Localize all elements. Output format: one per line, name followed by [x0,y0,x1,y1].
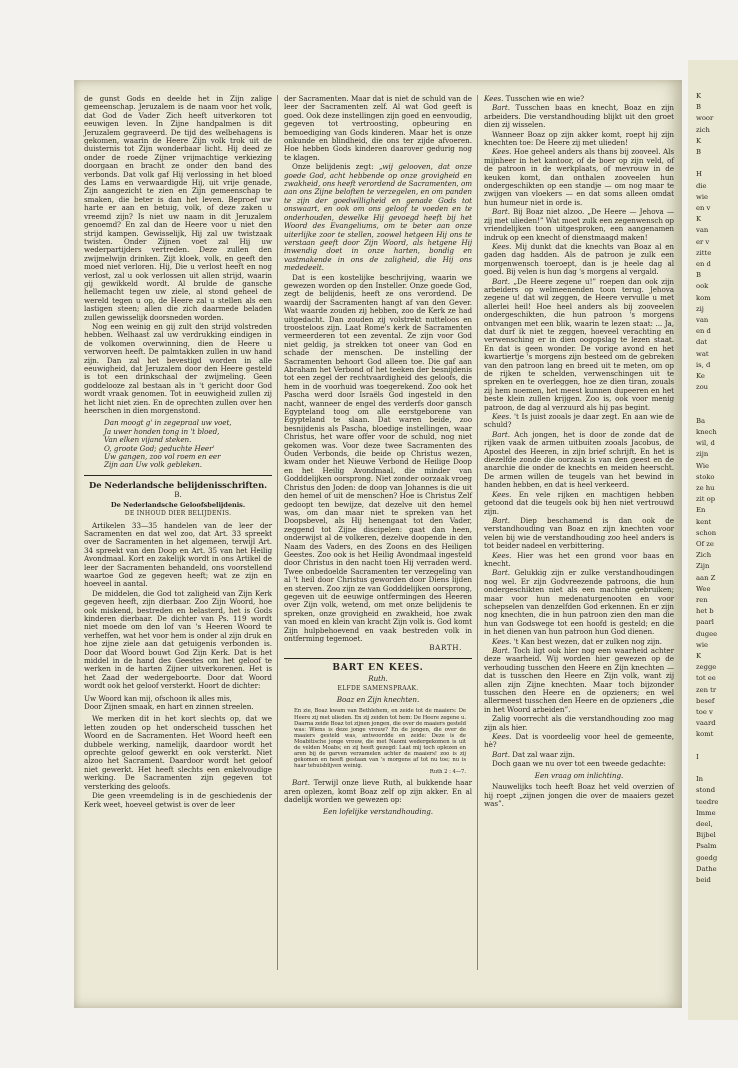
facing-page-fragment: H [696,170,702,179]
facing-page-fragment: stoko [696,472,715,481]
facing-page-fragment: K [696,136,702,145]
poem-line: Zijn aan Uw volk gebleken. [104,460,202,470]
facing-page-fragment: B [696,148,701,156]
speaker: Kees. [492,636,512,646]
dialogue-text: Hoe geheel anders als thans bij zooveel. Als mijnheer in het kantoor, of de boer op zijn veld, of de patroon in de werkplaats, of mevrouw in de keuken komt, dan onthalen zooveelen hun ondergeschikten op een standje — om nog maar te zwijgen van vloekers — en dat soms alleen omdat hun humeur niet in orde is. [484,147,674,207]
facing-page-fragment: zit op [696,495,716,504]
facing-page-fragment: schon [696,528,717,537]
dialogue-text: „De Heere zegene u!” roepen dan ook zijn arbeiders op welmeenenden toon terug. Jehova zegene u! dat wil zeggen, de Heere vervulle u met allerlei heil! Hoe heel anders als bij zooveelen ondergeschikten, die hun patroon 's morgens ontvangen met een blik, waarin te lezen staat: ... Ja, dat durf ik niet te zeggen, hoeveel verachting en verwensching er in dien oogopslag te lezen staat. En dat is geen wonder. De vorige avond en het kwartiertje 's morgens zijn besteed om de gebreken van den patroon lang en breed uit te meten, om op de rijken te schelden, verwenschingen uit te spreken en te overleggen, hoe ze dien tiran, zouals zij hem noemen, het meest kunnen dupeeren en het beste klein zullen krijgen. Zoo is, ook voor menig patroon, de dag al verzuurd als hij pas begint. [484,276,674,412]
dialogue-line [484,148,674,207]
scripture-reference: Ruth 2 : 4—7. [429,769,466,776]
dialogue-line [484,104,674,129]
facing-page-fragment: wie [696,640,709,649]
speaker: Kees. [492,241,512,251]
dialogue-line [484,733,674,750]
paragraph: Artikelen 33—35 handelen van de leer der Sacramenten en dat wel zoo, dat Art. 33 spreekt over de Sacramenten in het algemeen, terwijl Art. 34 spreekt van den Doop en Art. 35 van het Heilig Avondmaal. Kort en zakelijk wordt in ons Artikel de leer der Sacramenten behandeld, ons voorstellend waartoe God ze gegeven heeft; wat ze zijn en hoeveel in aantal. [84,520,272,589]
speaker: Bart. [492,749,510,759]
dialogue-line [484,208,674,242]
signature: BARTH. [429,643,462,653]
paragraph: Die geen vreemdeling is in de geschiedenis der Kerk weet, hoeveel getwist is over de leer [84,791,272,809]
speaker: Bart. [492,276,510,286]
dialogue-text: En vele rijken en machtigen hebben getoond dat die teugels ook bij hen niet vertrouwd zijn. [484,489,674,516]
facing-page-fragment: en d [696,260,711,268]
facing-page-fragment: komt [696,730,714,739]
dialogue-line [484,751,674,759]
facing-page-fragment: K [696,92,702,100]
section-title: BART EN KEES. [332,662,424,673]
verse-line: Uw Woord kan mij, ofschoon ik alles mis, [84,693,232,703]
facing-page-fragment: kom [696,293,711,302]
dialogue-text: 't Is juist zooals je daar zegt. En aan wie de schuld? [484,412,674,430]
paragraph: der Sacramenten. Maar dat is niet de schuld van de leer der Sacramenten zelf. Al wat God geeft is goed. Ook deze instellingen zijn goed en eenvoudig, gegeven tot vertroosting, opbeuring en bemoediging van Gods kinderen. Maar het is onze onkunde en blindheid, die ons ter zijde afvoeren. Hoe hebben Gods kinderen daarover gedurig nog te klagen. [284,94,472,162]
dialogue-line [484,95,674,103]
facing-page-fragment: er v [696,237,710,246]
section-rule [84,475,272,476]
speaker: Kees. [492,147,512,157]
facing-page-fragment: wie [696,192,709,201]
facing-page-fragment: Wie [696,461,710,470]
facing-page-fragment: goedg [696,853,718,862]
facing-page-fragment: woor [696,114,714,123]
facing-page-fragment: Zich [696,551,712,560]
facing-page-fragment: aan Z [696,573,716,582]
speaker: Kees. [492,412,512,422]
facing-page-fragment: zijn [696,450,709,459]
column-divider [277,95,278,970]
paragraph: Nauwelijks toch heeft Boaz het veld overzien of hij roept „zijnen jongen die over de maaiers gezet was”. [484,782,674,808]
facing-page-fragment: K [696,215,702,224]
speaker: Bart. [492,568,510,578]
dialogue-text: Toch ligt ook hier nog een waarheid achter deze waarheid. Wij worden hier gewezen op de verhouding tusschen den Heere en Zijn knechten — dat is tusschen den Heere en Zijn volk, want zij allen zijn Zijne knechten. Maar toch bijzonder tusschen den Heere en de opzieners; en wel allermeest tusschen den Heere en de opzieners „die in het Woord arbeiden”. [484,646,674,714]
facing-page-fragment: knech [696,428,717,436]
facing-page-fragment: kent [696,517,712,526]
section-subtitle: Ruth. [368,674,388,684]
scripture-text: En zie, Boaz kwam van Bethlehem, en zeide tot de maaiers: De Heere zij met ulieden. En zij zeiden tot hem: De Heere zegene u. Daarna zeide Boaz tot zijnen jongen, die over de maaiers gesteld was: Wiens is deze jonge vrouw? En de jongen, die over de maaiers gesteld was, antwoordde en zeide: Deze is de Moabitische jonge vrouw, die met Naomi wedergekomen is uit de velden Moabs; en zij heeft gezegd: Laat mij toch oplezen en aren bij de garven verzamelen achter de maaiers! zoo is zij gekomen en heeft gestaan van 's morgens af tot nu toe; nu is haar tehuisblijven weinig. [294,708,466,770]
article-title: De Nederlandsche belijdenisschriften. [89,479,267,490]
column-1 [84,95,272,810]
facing-page-fragment: zich [696,125,710,134]
dialogue-text: Tusschen wie en wie? [503,94,584,103]
dialogue-text: Mij dunkt dat die knechts van Boaz al en gaden dag hadden. Als de patroon je zulk een morgenwensch toeroept, dan is je heele dag al goed. Bij velen is hun dag 's morgens al vergald. [484,241,674,277]
facing-page-fragment: Ba [696,416,706,425]
speaker: Bart. [492,646,510,655]
facing-page-fragment: ze hu [696,484,715,492]
facing-page-fragment: wil, d [696,439,715,448]
dialogue-text: Terwijl onze lieve Ruth, al bukkende haar aren oplezen, komt Boaz zelf op zijn akker. En al dadelijk worden we gewezen op: [284,778,472,805]
section-part: ELFDE SAMENSPRAAK. [337,684,419,692]
facing-page-fragment: B [696,103,701,112]
paragraph: We merken dit in het kort slechts op, dat we letten zouden op het onderscheid tusschen het Woord en de Sacramenten. Het Woord heeft een dubbele werking, namelijk, daardoor wordt het oprechte geloof gewerkt en ook versterkt. Niet alzoo het Sacrament. Daardoor wordt het geloof niet gewerkt. Het heeft slechts een enkelvoudige werking. De Sacramenten zijn gegeven tot versterking des geloofs. [84,714,272,791]
poem-line: Ja uwer honden tong in 't bloed, [104,426,220,436]
speaker: Bart. [492,207,510,217]
facing-page-fragment: beid [696,876,711,884]
dialogue-text: Diep beschamend is dan ook de verstandhouding van Boaz en zijn knechten voor velen bij wie de verstandhouding zoo heel anders is tot beider nadeel en verbittering. [484,515,674,551]
poem-line: Dan moogt g' in zegepraal uw voet, [104,418,232,428]
facing-page-fragment: Bijbel [696,831,716,840]
facing-page-fragment: Dathe [696,864,717,873]
dialogue-line [484,569,674,636]
facing-page-fragment: en d [696,327,711,336]
facing-page-fragment: vaard [696,719,716,728]
facing-page-fragment: het b [696,607,714,616]
dialogue-line [484,431,674,490]
column-3 [484,95,674,809]
dialogue-line [484,715,674,732]
dialogue-text: Doch gaan we nu over tot een tweede gedachte: [492,759,666,769]
speaker: Bart. [492,103,510,113]
scripture-quote [294,708,466,775]
dialogue-line [484,517,674,551]
quoted-verse [84,695,272,712]
facing-page-fragment: ook [696,282,709,291]
facing-page-fragment: besef [696,696,715,705]
facing-page-fragment: van [696,226,709,235]
facing-page-fragment: En [696,506,706,515]
column-2 [284,95,472,819]
facing-page-fragment: wat [696,349,709,358]
facing-page-fragment: deel, [696,820,713,828]
facing-page-fragment: paarl [696,618,714,627]
dialogue-line [484,638,674,646]
section-rule [284,658,472,659]
speaker: Bart. [292,778,310,788]
facing-page-fragment: Ke [696,372,705,380]
dialogue-text: Bij Boaz niet alzoo. „De Heere — Jehova — zij met ulieden!” Wat moet zulk een zegenwensch op vriendelijken toon uitgesproken, een aangenamen indruk op een knecht of dienstmaagd maken! [484,207,674,242]
speaker: Kees. [492,550,512,560]
speaker: Bart. [492,429,510,439]
article-part: B. [174,490,182,500]
poem-verse [104,419,272,469]
facing-page-fragment: I [696,752,699,761]
verse-line: Door Zijnen smaak, en hart en zinnen streelen. [84,702,254,712]
dialogue [484,95,674,769]
facing-page-fragment: zou [696,383,709,392]
speaker: Kees. [484,94,504,103]
facing-page-fragment: dat [696,338,708,347]
facing-page-fragment: tot ee [696,674,716,683]
facing-page-fragment: Imme [696,808,716,817]
facing-page-fragment: van [696,316,709,324]
dialogue-text: 't Kan best wezen, dat er zulken nog zijn. [511,636,662,646]
dialogue-line [484,760,674,768]
dialogue-text: Ach jongen, het is door de zonde dat de rijken vaak de armen uitbuiten zooals Jacobus, de Apostel des Heeren, in zijn brief schrijft. En het is diezelfde zonde die oorzaak is van den geest en de anarchie die onder de knechts en meiden heerscht. De armen willen de teugels van het bewind in handen hebben, en dat is heel verkeerd. [484,429,674,490]
facing-page-fragment: zen tr [696,685,717,694]
dialogue-line [284,779,472,804]
dialogue-line [484,413,674,430]
dialogue-line [484,552,674,569]
speaker: Kees. [492,732,512,742]
subheading: Een lofelijke verstandhouding. [322,806,433,816]
column-divider [477,95,478,970]
dialogue-line [484,131,674,148]
dialogue-text: Hier was het een grond voor baas en knecht. [484,550,674,568]
section-heading: Boaz en Zijn knechten. [336,695,420,705]
facing-page-fragment: zitte [696,248,712,257]
facing-page-fragment: ren [696,596,708,604]
paragraph-intro: Onze belijdenis zegt: [292,162,379,172]
facing-page-fragment: K [696,652,702,660]
facing-page-fragment: Zijn [696,562,710,571]
dialogue-line [484,278,674,413]
subheading: Een vraag om inlichting. [534,770,624,780]
poem-line: O, groote God; geduchte Heer' [104,443,215,453]
poem-line: Uw gangen, zoo vol roem en eer [104,452,221,462]
dialogue-text: Tusschen baas en knecht, Boaz en zijn arbeiders. Die verstandhouding blijkt uit den groet dien zij wisselen. [484,103,674,130]
dialogue-line [484,647,674,714]
paragraph [284,163,472,272]
facing-page-fragment: B [696,271,701,280]
poem-line: Van elken vijand steken. [104,435,192,445]
paragraph: Dat is een kostelijke beschrijving, waarin we gewezen worden op den Insteller. Onze goede God, zegt de belijdenis, heeft ze ons verordend. De waardij der Sacramenten hangt af van den Gever. Wat waarde zouden zij hebben, zoo de Kerk ze had uitgedacht. Dan zouden zij volstrekt nutteloos en troosteloos zijn. Laat Rome's kerk de Sacramenten vermeerderen tot een zevental. Ze zijn voor God niet geldig, ja strekken tot oneer van God en schade der menschen. De instelling der Sacramenten behoort God alleen toe. Die gaf aan Abraham het Verbond of het teeken der besnijdenis tot een zegel der rechtvaardigheid des geloofs, die hem in de voorhuid was toegerekend. Zoo ook het Pascha werd door Israëls God ingesteld in den nacht, wanneer de engel des verderfs door gansch Egypteland toog om alle eerstgeborene van Egypteland te slaan. Dat waren beide, zoo besnijdenis als Pascha, bloedige instellingen, waar Christus, het ware offer voor de schuld, nog niet gekomen was. Voor deze twee Sacramenten des Ouden Verbonds, die beide op Christus wezen, kwam onder het Nieuwe Verbond de Heilige Doop en het Heilig Avondmaal, die minder van Godddelijken oorsprong. Niet zonder oorzaak vroeg Christus den Joden: de doop van Johannes is die uit den hemel of uit de menschen? Hoe is Christus Zelf gedoopt ten bewijze, dat dezelve uit den hemel was, om dan maar niet te spreken van het Doopsbevel, als Hij henengaat tot den Vader, zeggend tot Zijne discipelen: gaat dan heen, onderwijst al de volkeren, dezelve doopende in den Naam des Vaders, en des Zoons en des Heiligen Geestes. Zoo ook is het Heilig Avondmaal ingesteld door Christus in den nacht toen Hij verraden werd. Twee onbedoelde Sacramenten ter verzegeling van al 't heil door Christus geworden door Diens lijden en sterven. Zoo zijn ze van Godddelijken oorsprong, gegeven uit de eeuwige ontfermingen des Heeren over Zijn volk, wetend, om met onze belijdenis te spreken, onze grovigheid en zwakheid, hoe zwak van moed en klein van kracht Zijn volk is. God komt Zijn hulpbehoevend en vaak bestreden volk in ontferming tegemoet. [284,272,472,643]
facing-page-fragment: Psalm [696,842,717,851]
dialogue-text: Dat is voordeelig voor heel de gemeente, hè? [484,732,674,750]
facing-page-fragment: dugee [696,629,718,638]
dialogue-text: Wanneer Boaz op zijn akker komt, roept hij zijn knechten toe: De Heere zij met ulieden! [484,129,674,148]
facing-page-fragment: en v [696,204,711,212]
facing-page-fragment: toe v [696,708,713,716]
facing-page-fragment: Of ze [696,540,714,548]
facing-page-fragment: teedre [696,797,719,806]
facing-page-fragment: die [696,181,707,190]
facing-page-fragment: In [696,775,704,784]
article-section: DE INHOUD DIER BELIJDENIS. [124,510,232,518]
confession-quote: „wij gelooven, dat onze goede God, acht hebbende op onze grovigheid en zwakheid, ons heeft verordend de Sacramenten, om aan ons Zijne beloften te verzegelen, en om panden te zijn der goedwilligheid en genade Gods tot onswaart, en ook om ons geloof te voeden en te onderhouden, dewelke Hij gevoegd heeft bij het Woord des Evangeliums, om te beter aan onze uiterlijke zoor te stellen, zoowel hetgeen Hij ons te verstaan geeft door Zijn Woord, als hetgene Hij inwendig doet in onze harten, bondig en vastmakende in ons de zaligheid, die Hij ons mededeelt. [284,162,472,273]
speaker: Bart. [492,515,510,525]
dialogue-line [484,491,674,516]
facing-page-fragment: zegge [696,663,717,672]
facing-page-fragment: zij [696,304,704,313]
article-subtitle: De Nederlandsche Geloofsbelijdenis. [110,500,246,509]
facing-page-fragment: Wee [696,584,711,593]
dialogue-text: Dat zal waar zijn. [509,749,575,759]
speaker: Kees. [492,489,512,499]
dialogue-line [484,243,674,277]
facing-page-fragment: stond [696,786,716,795]
facing-page-fragment: is, d [696,360,711,369]
dialogue-text: Gelukkig zijn er zulke verstandhoudingen nog wel. Er zijn Godvreezende patroons, die hun ondergeschikten niet als een machine gebruiken; maar voor hun medenaturgenooten en voor schepselen van denzelfden God erkennen. En er zijn nog knechten, die in hun patroon zien den man die hun van Godswege tot een hoofd is gesteld; en die in het dienen van hun patroon hun God dienen. [484,568,674,637]
paragraph: de gunst Gods en deelde het in Zijn zalige gemeenschap. Jeruzalem is de naam voor het volk, dat God de Vader Zich heeft uitverkoren tot eeuwigen leven. In Zijne handpalmen is dit Jeruzalem gegraveerd. De tijd des welbehagens is gekomen, waarin de Heere Zijn volk trok uit de duisternis tot Zijn wonderbaar licht. Hij deed ze onder de roede Zijner vrijmachtige verkiezing doorgaan en bracht ze onder den band des verbonds. Dat volk gaf Hij verlossing in het bloed des Lams en verwaardigde Hij, uit vrije genade, Zijn aangezicht te zien en Zijn gemeenschap te smaken, die beter is dan het leven. Beproef uw harte er aan en betuig, volk, of deze zaken u vreemd zijn? Is niet uw naam in dit Jeruzalem genoemd? En zal dan de Heere voor u niet den strijd kampen. Gewisselijk, Hij zal uw twistzaak twisten. Onder Zijnen voet zal Hij uw wederpartijders vertreden. Deze zullen den zwijmelwijn drinken. Zijt kloek, volk, en geeft den moed niet verloren. Hij, Die u verlost heeft en nog verlost, zal u ook verlossen uit allen strijd, waarin gij gewikkeld wordt. Al brulde de gansche hellemacht tegen uw ziele, al stond geheel de wereld tegen u op, de Heere zal u stellen als een lastigen steen; allen die zich daarmede beladen zullen gewisselijk doorsneden worden. [84,94,272,322]
paragraph: Nog een weinig en gij zult den strijd volstreden hebben. Welhaast zal uw verdrukking eindigen in de volkomen overwinning, dien de Heere u verworven heeft. De palmtakken zullen in uw hand zijn. Dan zal het bevestigd worden in alle eeuwigheid, dat Jeruzalem door den Heere gesteld is tot een drinkschaal der zwijmeling. Geen goddelooze zal bestaan als in 't gericht door God wordt vraak genomen. Tot in eeuwigheid zullen zij het licht niet zien. En de oprechten zullen over hen heerschen in dien morgenstond. [84,321,272,416]
paragraph: De middelen, die God tot zaligheid van Zijn Kerk gegeven heeft, zijn dierbaar. Zoo Zijn Woord, hoe ook miskend, bestreden en belasterd, het is Gods kinderen dierbaar. De dichter van Ps. 119 wordt niet moede om den lof van 's Heeren Woord te verheffen, wat het voor hem is onder al zijn druk en hoe zijne ziele aan dat getuigenis verbonden is. Door dat Woord bouwt God Zijn Kerk. Dat is het middel in de hand des Geestes om het geloof te werken in de harten Zijner uitverkorenen. Het is het Zaad der wedergeboorte. Door dat Woord wordt ook het geloof versterkt. Hoort de dichter: [84,588,272,691]
dialogue-text: Zalig voorrecht als die verstandhouding zoo mag zijn als hier. [484,714,674,732]
